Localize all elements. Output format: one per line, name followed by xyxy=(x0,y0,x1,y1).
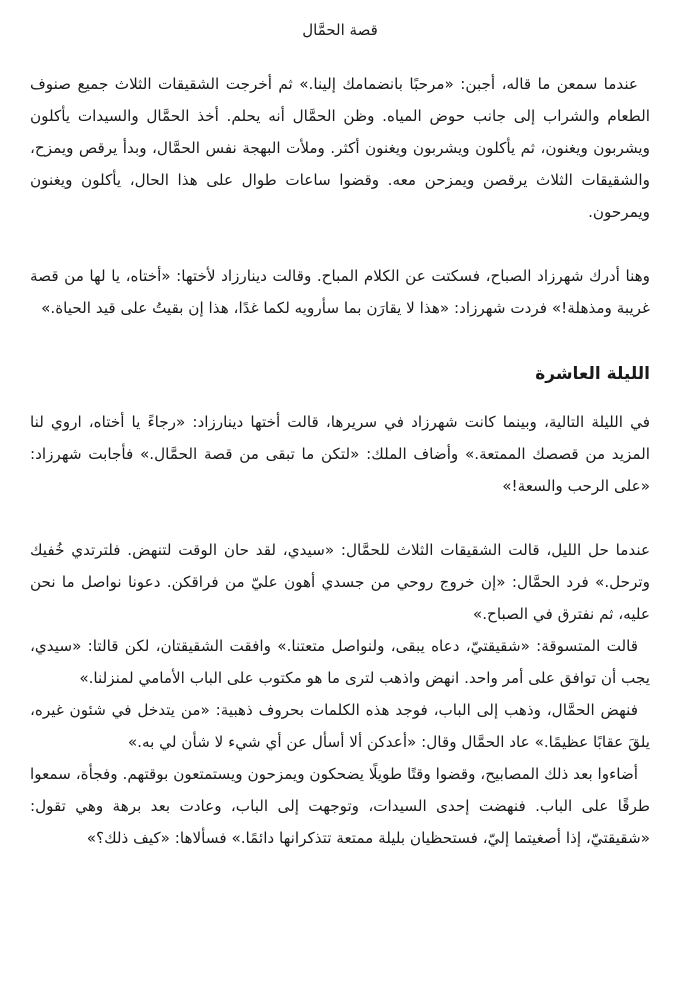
section-heading: الليلة العاشرة xyxy=(535,364,650,384)
paragraph-spacer xyxy=(30,228,650,260)
paragraph: فنهض الحمَّال، وذهب إلى الباب، فوجد هذه الكلمات بحروف ذهبية: «من يتدخل في شئون غيره، يلقَ عقابًا عظيمًا.» عاد الحمَّال وقال: «أعدكن ألا أسأل عن أي شيء لا شأن لي به.» xyxy=(30,701,650,751)
paragraph: أضاءوا بعد ذلك المصابيح، وقضوا وقتًا طويلًا يضحكون ويمزحون ويستمتعون بوقتهم. وفجأة، سمعوا طرقًا على الباب. فنهضت إحدى السيدات، وتوجهت إلى الباب، وعادت بعد برهة وهي تقول: «شقيقتيّ، إذا أصغيتما إليّ، فستحظيان بليلة ممتعة تتذكرانها دائمًا.» فسألاها: «كيف ذلك؟» xyxy=(30,765,650,847)
paragraph: عندما سمعن ما قاله، أجبن: «مرحبًا بانضمامك إلينا.» ثم أخرجت الشقيقات الثلاث جميع صنوف الطعام والشراب إلى جانب حوض المياه. وظن الحمَّال أنه يحلم. أخذ الحمَّال والسيدات يأكلون ويشربون ويغنون، ثم يأكلون ويشربون ويغنون أكثر. وملأت البهجة نفس الحمَّال، وبدأ يرقص ويمزح، والشقيقات الثلاث يرقصن ويمزحن معه. وقضوا ساعات طوال على هذا الحال، يأكلون ويغنون ويمرحون. xyxy=(30,75,650,221)
heading-spacer xyxy=(30,392,650,406)
body-text xyxy=(30,68,650,854)
paragraph: عندما حل الليل، قالت الشقيقات الثلاث للحمَّال: «سيدي، لقد حان الوقت لتنهض. فلترتدي خُفيك وترحل.» فرد الحمَّال: «إن خروج روحي من جسدي أهون عليّ من فراقكن. دعونا نواصل ما نحن عليه، ثم نفترق في الصباح.» xyxy=(30,541,650,623)
paragraph: وهنا أدرك شهرزاد الصباح، فسكتت عن الكلام المباح. وقالت دينارزاد لأختها: «أختاه، يا لها من قصة غريبة ومذهلة!» فردت شهرزاد: «هذا لا يقارَن بما سأرويه لكما غدًا، هذا إن بقيتُ على قيد الحياة.» xyxy=(30,267,650,317)
paragraph: قالت المتسوقة: «شقيقتيّ، دعاه يبقى، ولنواصل متعتنا.» وافقت الشقيقتان، لكن قالتا: «سيدي، يجب أن توافق على أمر واحد. انهض واذهب لترى ما هو مكتوب على الباب الأمامي لمنزلنا.» xyxy=(30,637,650,687)
paragraph-spacer xyxy=(30,324,650,356)
paragraph: في الليلة التالية، وبينما كانت شهرزاد في سريرها، قالت أختها دينارزاد: «رجاءً يا أختاه، اروي لنا المزيد من قصصك الممتعة.» وأضاف الملك: «لتكن ما تبقى من قصة الحمَّال.» فأجابت شهرزاد: «على الرحب والسعة!» xyxy=(30,413,650,495)
running-header: قصة الحمَّال xyxy=(302,21,378,39)
paragraph-spacer xyxy=(30,502,650,534)
